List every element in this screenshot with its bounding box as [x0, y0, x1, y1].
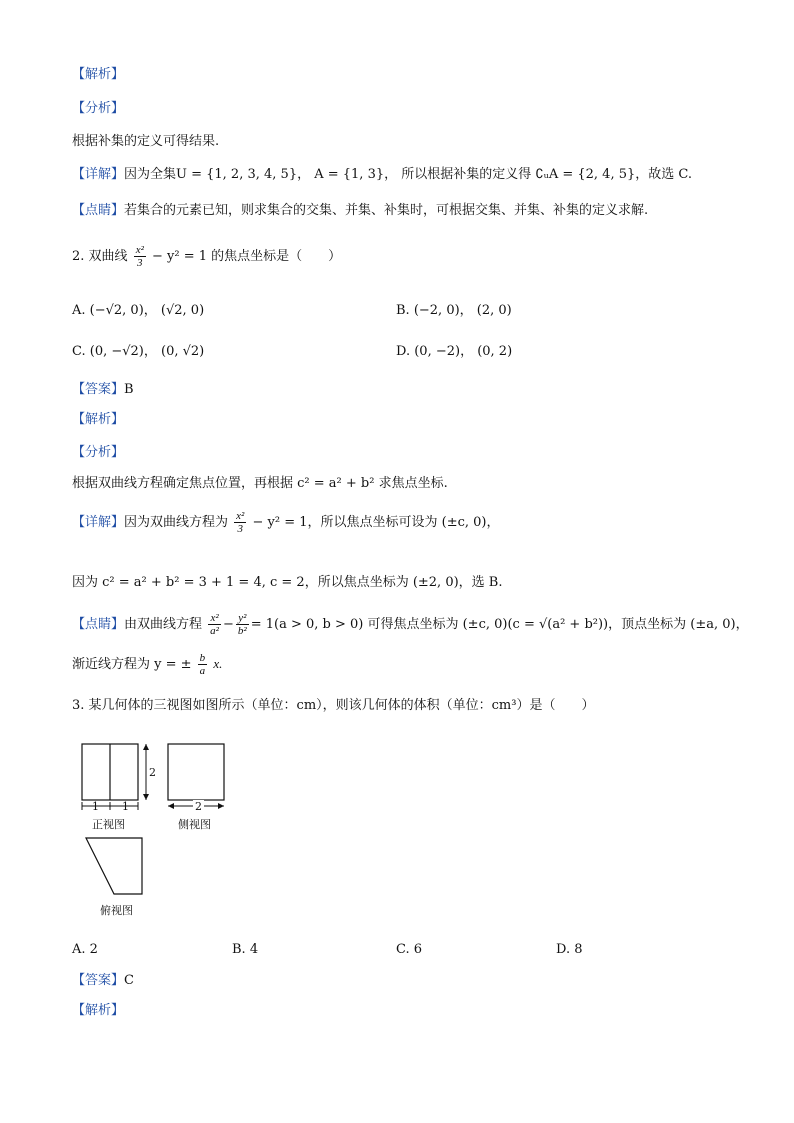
q2-dj-num2: y² — [236, 612, 249, 625]
front-view-label: 正视图 — [92, 818, 125, 831]
q2-jiexi-heading: 【解析】 — [72, 412, 125, 427]
q2-option-c: C. (0, −√2)， (0, √2) — [72, 344, 205, 359]
q2-dianjing-prefix: 由双曲线方程 — [124, 617, 203, 632]
dim-arrow-up — [143, 744, 149, 750]
q2-dj-num1: x² — [208, 612, 221, 625]
dianjing-tag-1: 【点睛】 — [72, 203, 125, 218]
q2-fenxi-heading: 【分析】 — [72, 445, 125, 460]
q3-option-a: A. 2 — [72, 942, 98, 957]
fenxi-heading-1: 【分析】 — [72, 101, 125, 116]
q2-stem — [72, 244, 341, 269]
q2-option-a: A. (−√2, 0)， (√2, 0) — [72, 303, 205, 318]
dianjing-line-1 — [72, 202, 648, 220]
q2-asym-den: a — [199, 665, 206, 677]
analysis-text-1: 根据补集的定义可得结果. — [72, 134, 220, 149]
q2-xiangjie-tag: 【详解】 — [72, 515, 125, 530]
side-view-label: 侧视图 — [178, 818, 211, 831]
q2-analysis-text: 根据双曲线方程确定焦点位置，再根据 c² = a² + b² 求焦点坐标. — [72, 476, 448, 491]
q2-asym-prefix: 渐近线方程为 y = ± — [72, 657, 192, 672]
q2-xiangjie-suffix: − y² = 1，所以焦点坐标可设为 (±c, 0)， — [252, 515, 500, 530]
xiangjie-tag-1: 【详解】 — [72, 167, 125, 182]
dim-arrow-right — [218, 803, 224, 809]
dim-label-2-width: 2 — [195, 800, 202, 813]
q2-dianjing-tag: 【点睛】 — [72, 617, 125, 632]
xiangjie-line-1 — [72, 166, 692, 184]
dim-label-1a: 1 — [92, 800, 99, 813]
q3-option-b: B. 4 — [232, 942, 259, 957]
q3-jiexi-heading: 【解析】 — [72, 1003, 125, 1018]
q2-asymptote-line — [72, 652, 222, 677]
q3-answer-tag: 【答案】 — [72, 973, 125, 988]
side-view-outline — [168, 744, 224, 800]
q2-dianjing-line: 【点睛】由双曲线方程 $\frac{\text{x²}}{\text{a²}}$ − $\frac{\text{y²}}{\text{b²}}$ = 1(a > 0, b > 0) 可得焦点坐标为 (±c, 0)(c = √(a² + b²))，顶点坐标为 (±a, 0)， — [72, 612, 749, 637]
q2-stem-den: 3 — [137, 257, 143, 269]
q2-answer: B — [124, 382, 134, 397]
q2-option-d: D. (0, −2)， (0, 2) — [396, 344, 513, 359]
top-view-label: 俯视图 — [100, 904, 133, 917]
q2-stem-prefix: 2. 双曲线 — [72, 249, 128, 264]
dim-label-1b: 1 — [122, 800, 129, 813]
q2-stem-num: x² — [135, 244, 144, 256]
q2-xiangjie-fraction — [234, 510, 246, 535]
q2-answer-line — [72, 381, 134, 399]
q2-answer-tag: 【答案】 — [72, 382, 125, 397]
dim-label-2-height: 2 — [149, 766, 156, 779]
q2-dj-den1: a² — [210, 625, 219, 637]
q2-stem-fraction — [134, 244, 146, 269]
q3-stem: 3. 某几何体的三视图如图所示（单位：cm），则该几何体的体积（单位：cm³）是（ ） — [72, 698, 595, 713]
q3-answer-line — [72, 972, 134, 990]
q3-option-c: C. 6 — [396, 942, 423, 957]
q2-dianjing-fraction-2 — [236, 612, 249, 637]
q2-xiangjie-line — [72, 510, 500, 535]
q2-asym-suffix: x. — [213, 656, 223, 671]
q2-option-b: B. (−2, 0)， (2, 0) — [396, 303, 512, 318]
dim-arrow-left — [168, 803, 174, 809]
dim-arrow-down — [143, 794, 149, 800]
q3-answer: C — [124, 973, 134, 988]
q2-stem-suffix: − y² = 1 的焦点坐标是（ ） — [152, 249, 342, 264]
q2-xiangjie-num: x² — [236, 510, 245, 522]
jiexi-heading-1: 【解析】 — [72, 67, 125, 82]
q2-xiangjie-prefix: 因为双曲线方程为 — [124, 515, 229, 530]
q2-dianjing-fraction-1 — [208, 612, 221, 637]
xiangjie-text-1: 因为全集U = {1, 2, 3, 4, 5}， A = {1, 3}， 所以根据补集的定义得 ∁ᵤA = {2, 4, 5}，故选 C. — [124, 167, 693, 182]
q2-asym-num: b — [199, 652, 206, 664]
dianjing-text-1: 若集合的元素已知，则求集合的交集、并集、补集时，可根据交集、并集、补集的定义求解. — [124, 203, 649, 218]
q2-asym-fraction — [198, 652, 208, 677]
q2-dj-den2: b² — [237, 625, 247, 637]
top-view-outline — [86, 838, 142, 894]
three-view-figure — [72, 738, 252, 920]
q2-dianjing-suffix: = 1(a > 0, b > 0) 可得焦点坐标为 (±c, 0)(c = √(a² + b²))，顶点坐标为 (±a, 0)， — [250, 617, 749, 632]
q2-xiangjie-line2: 因为 c² = a² + b² = 3 + 1 = 4, c = 2，所以焦点坐标为 (±2, 0)，选 B. — [72, 575, 503, 590]
q3-option-d: D. 8 — [556, 942, 583, 957]
q2-xiangjie-den: 3 — [237, 523, 244, 535]
